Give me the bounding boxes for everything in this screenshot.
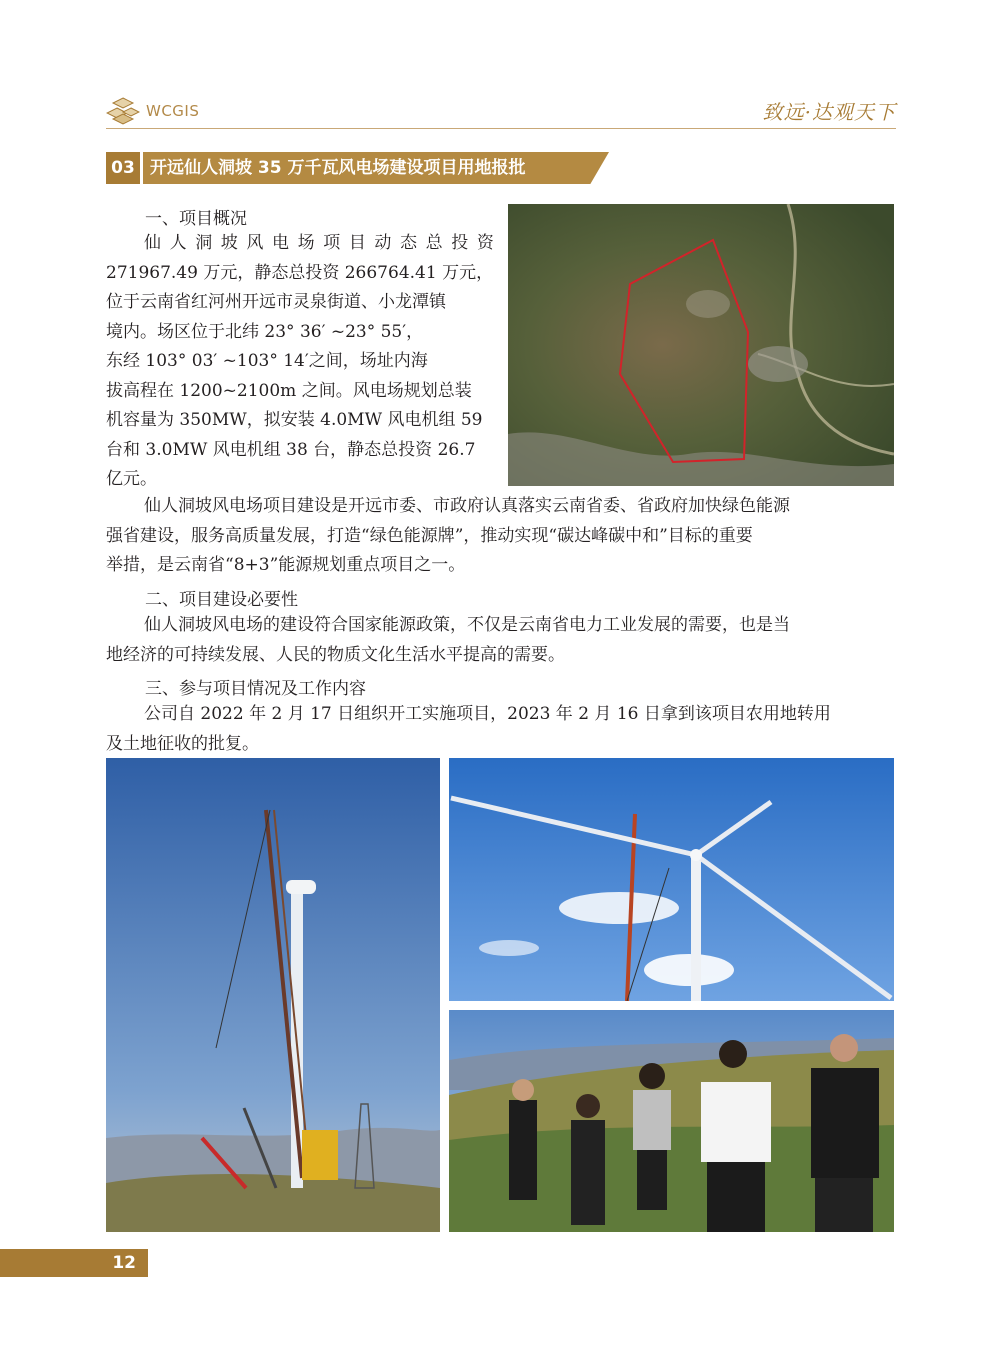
- text-line: 东经 103° 03′ ~103° 14′之间，场址内海: [106, 351, 428, 371]
- heading-work: 三、参与项目情况及工作内容: [145, 679, 366, 699]
- text-line: 台和 3.0MW 风电机组 38 台，静态总投资 26.7: [106, 439, 476, 460]
- wcgis-logo-icon: [106, 96, 140, 126]
- page-number-bar: [0, 1249, 148, 1277]
- text-line: 公司自 2022 年 2 月 17 日组织开工实施项目，2023 年 2 月 16 日拿到该项目农用地转用: [144, 704, 831, 724]
- text-line: 举措，是云南省“8+3”能源规划重点项目之一。: [106, 555, 466, 575]
- text-line: 机容量为 350MW，拟安装 4.0MW 风电机组 59: [106, 410, 483, 430]
- section-number: 03: [106, 152, 140, 184]
- work-paragraph: [106, 700, 894, 759]
- satellite-map-image: [508, 204, 894, 486]
- wind-turbine-photo: [449, 758, 894, 1001]
- heading-overview: 一、项目概况: [145, 209, 247, 229]
- overview-paragraph: [106, 229, 494, 495]
- text-line: 亿元。: [106, 469, 157, 489]
- text-line: 强省建设，服务高质量发展，打造“绿色能源牌”，推动实现“碳达峰碳中和”目标的重要: [106, 525, 753, 546]
- text-line: 及土地征收的批复。: [106, 733, 259, 754]
- section-banner: [106, 152, 611, 184]
- text-line: 271967.49 万元，静态总投资 266764.41 万元，: [106, 262, 494, 283]
- site-team-photo: [449, 1010, 894, 1232]
- text-line: 境内。场区位于北纬 23° 36′ ~23° 55′，: [106, 321, 424, 342]
- text-line: 拔高程在 1200~2100m 之间。风电场规划总装: [106, 380, 472, 401]
- brand: [106, 96, 199, 126]
- text-line: 位于云南省红河州开远市灵泉街道、小龙潭镇: [106, 292, 446, 312]
- turbine-construction-photo: [106, 758, 440, 1232]
- page-number: 12: [112, 1253, 136, 1273]
- page-header: [106, 96, 896, 130]
- necessity-paragraph: [106, 611, 894, 670]
- section-title: 开远仙人洞坡 35 万千瓦风电场建设项目用地报批: [150, 158, 526, 178]
- policy-paragraph: [106, 492, 894, 581]
- text-line: 仙 人 洞 坡 风 电 场 项 目 动 态 总 投 资: [144, 233, 496, 253]
- text-line: 仙人洞坡风电场项目建设是开远市委、市政府认真落实云南省委、省政府加快绿色能源: [144, 496, 790, 516]
- text-line: 地经济的可持续发展、人民的物质文化生活水平提高的需要。: [106, 644, 565, 665]
- slogan: 致远·达观天下: [762, 100, 896, 124]
- text-line: 仙人洞坡风电场的建设符合国家能源政策，不仅是云南省电力工业发展的需要，也是当: [144, 615, 790, 635]
- header-divider: [106, 128, 896, 129]
- heading-necessity: 二、项目建设必要性: [145, 590, 298, 610]
- brand-name: WCGIS: [146, 102, 200, 120]
